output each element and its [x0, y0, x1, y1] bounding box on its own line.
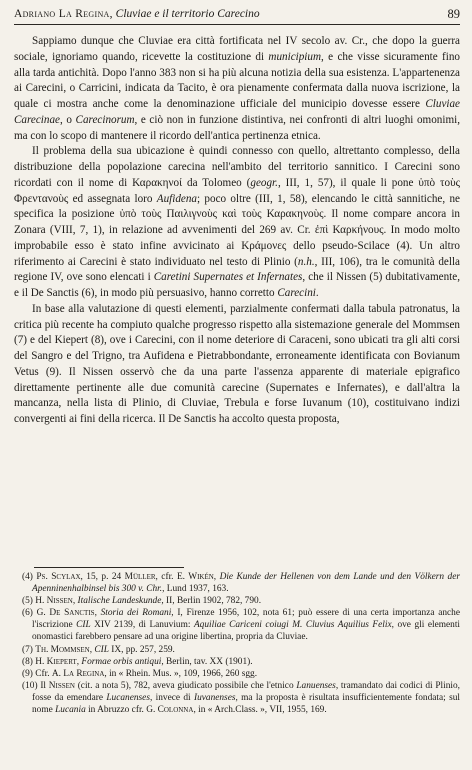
footnote-ref-5: (5): [369, 271, 383, 284]
paragraph-1: Sappiamo dunque che Cluviae era città fortificata nel IV secolo av. Cr., che dopo la guerra sociale, ignoriamo quando, ricevette la costituzione di municipium, e che visse sicuramente fino alla tarda antichità. Dopo l'anno 383 non si ha più alcuna notizia della sua esistenza. L'appartenenza ai Carecini, o Carricini, indicata da Tacito, è ora pienamente confermata dalla nuova iscrizione, la quale ci mostra anche come la denominazione ufficiale del municipio dovesse essere Cluviae Carecinae, o Carecinorum, e ciò non in funzione distintiva, nei confronti di altri luoghi omonimi, ma con lo scopo di mantenere il ricordo dell'antica pertinenza etnica.: [14, 35, 460, 142]
footnote-9: (9) Cfr. A. La Regina, in « Rhein. Mus. », 109, 1966, 260 sgg.: [22, 668, 258, 679]
footnote-ref-9: (9): [45, 365, 59, 378]
footnote-4: (4) Ps. Scylax, 15, p. 24 Müller, cfr. E. Wikén, Die Kunde der Hellenen von dem Lande und den Völkern der Apenninenhalbinsel bis 300 v. Chr., Lund 1937, 163.: [22, 572, 460, 595]
footnote-ref-10: (10): [347, 397, 367, 410]
footnote-8: (8) H. Kiepert, Formae orbis antiqui, Berlin, tav. XX (1901).: [22, 656, 253, 667]
footnote-separator: [34, 567, 184, 568]
footnote-5: (5) H. Nissen, Italische Landeskunde, II, Berlin 1902, 782, 790.: [22, 596, 262, 607]
footnote-ref-7: (7): [14, 334, 27, 347]
page-number: 89: [447, 7, 460, 21]
body-text: [14, 34, 460, 428]
footnote-7: (7) Th. Mommsen, CIL IX, pp. 257, 259.: [22, 644, 175, 655]
paragraph-3: In base alla valutazione di questi elementi, parzialmente confermati dalla tabula patronatus, la critica più recente ha compiuto qualche progresso rispetto alla sistemazione generale del Mommsen (7) e del Kiepert (8), ove i Carecini, con il nome deteriore di Caraceni, sono ubicati tra gli alti corsi del Sangro e del Trigno, tra Aufidena e Pietrabbondante, erroneamente identificata con Bovianum Vetus (9). Il Nissen osservò che da una parte l'assenza apparente di materiale epigrafico direttamente pertinente alle due comunità carecine (Supernates e Infernates), e dall'altra la mancanza, nella lista di Plinio, di Cluviae, Trebula e forse Iuvanum (10), costituivano indizi convergenti ai fini della ricerca. Il De Sanctis ha accolto questa proposta,: [14, 302, 461, 425]
footnote-ref-6: (6): [81, 287, 95, 299]
footnote-6: (6) G. De Sanctis, Storia dei Romani, I, Firenze 1956, 102, nota 61; può essere di una certa importanza anche l'iscrizione CIL XIV 2139, di Lanuvium: Aquiliae Cariceni coiugi M. Cluvius Aquilius Felix, ove gli elementi onomastici farebbero pensare ad una origine libertina, propria da Cluviae.: [22, 608, 461, 643]
running-head-author: Adriano La Regina,: [14, 8, 113, 20]
footnote-10: (10) Il Nissen (cit. a nota 5), 782, aveva giudicato possibile che l'etnico Lanuenses, tramandato dai codici di Plinio, fosse da emendare Lucanenses, invece di Iuvanenses, ma la proposta è risultata insufficientemente fondata; sul nome Lucania in Abruzzo cfr. G. Colonna, in « Arch.Class. », VII, 1955, 169.: [22, 680, 461, 716]
running-head: [14, 6, 460, 25]
running-head-title: Cluviae e il territorio Carecino: [115, 8, 260, 20]
paragraph-2: Il problema della sua ubicazione è quindi connesso con quello, altrettanto complesso, della distribuzione della popolazione carecina nell'ambito del territorio sannitico. I Carecini sono ricordati con il nome di Καρακηνοί da Tolomeo (geogr., III, 1, 57), il quale li pone ὑπὸ τοὺς Φρεντανοὺς ed assegnata loro Aufidena; poco oltre (III, 1, 58), elencando le città sannitiche, ne specifica la posizione ὑπὸ τοὺς Παιλιγνοὺς καὶ τοὺς Καρακηνοὺς. Il nome compare ancora in Zonara (VIII, 7, 1), in relazione ad avvenimenti del 269 av. Cr. ἐπὶ Καρκήνους. In modo molto improbabile esso è stato infine avvicinato ai Κράμονες dello pseudo-Scilace (4). Un altro riferimento ai Carecini è stato individuato nel testo di Plinio (n.h., III, 106), tra le comunità della regione IV, ove sono elencati i Caretini Supernates et Infernates, che il Nissen (5) dubitativamente, e il De Sanctis (6), in modo più persuasivo, hanno corretto Carecini.: [14, 145, 461, 299]
footnote-ref-4: (4): [396, 239, 410, 252]
footnote-ref-8: (8): [91, 334, 104, 347]
footnotes: [14, 571, 460, 716]
